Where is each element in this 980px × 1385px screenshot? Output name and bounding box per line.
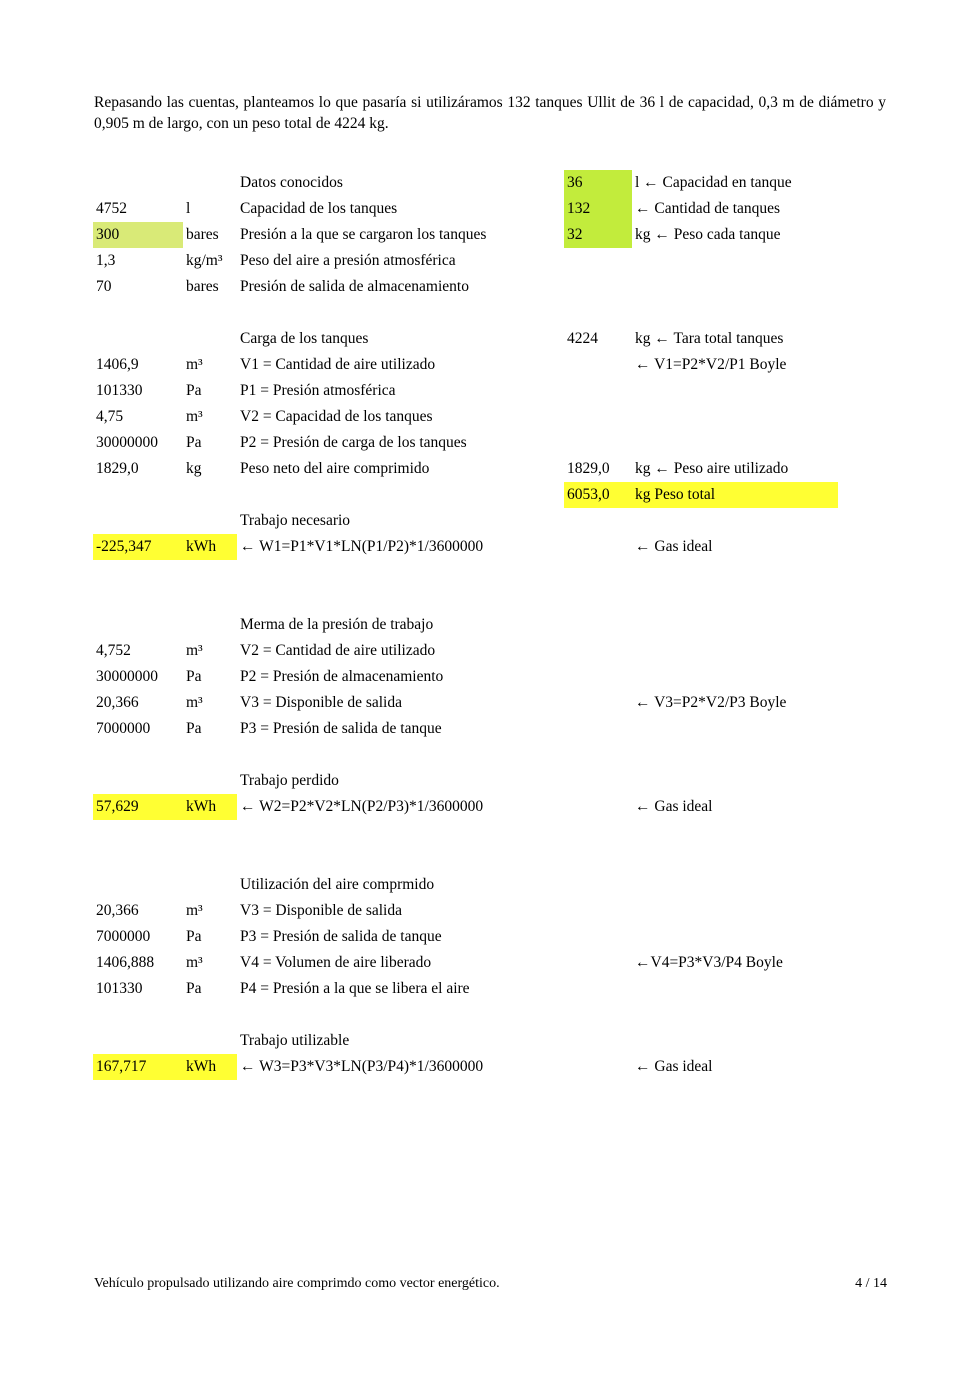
section-header: Merma de la presión de trabajo	[240, 616, 434, 633]
calculation-sheet	[93, 170, 893, 1080]
desc-cell: V3 = Disponible de salida	[240, 694, 402, 711]
table-row	[93, 664, 893, 690]
value-cell: 1829,0	[96, 460, 139, 477]
work-unit: kWh	[183, 794, 237, 820]
side-label: ← V1=P2*V2/P1 Boyle	[635, 356, 787, 373]
side-label: ← V3=P2*V2/P3 Boyle	[635, 694, 787, 711]
spacer	[93, 560, 893, 612]
desc-cell: P4 = Presión a la que se libera el aire	[240, 980, 470, 997]
desc-cell: V3 = Disponible de salida	[240, 902, 402, 919]
value-cell: 30000000	[96, 668, 158, 685]
work-formula: ← W3=P3*V3*LN(P3/P4)*1/3600000	[240, 1058, 484, 1075]
side-label: ← Gas ideal	[635, 798, 713, 815]
work-formula: ← W1=P1*V1*LN(P1/P2)*1/3600000	[240, 538, 484, 555]
table-row	[93, 222, 893, 248]
desc-cell: Capacidad de los tanques	[240, 200, 398, 217]
table-row	[93, 690, 893, 716]
spacer	[93, 300, 893, 326]
work-value: -225,347	[93, 534, 183, 560]
spacer	[93, 742, 893, 768]
work-unit: kWh	[183, 1054, 237, 1080]
unit-cell: m³	[186, 642, 203, 659]
unit-cell: Pa	[186, 434, 202, 451]
table-row	[93, 248, 893, 274]
table-row	[93, 638, 893, 664]
table-row	[93, 196, 893, 222]
value-cell: 4,752	[96, 642, 131, 659]
desc-cell: V2 = Cantidad de aire utilizado	[240, 642, 436, 659]
work-value: 57,629	[93, 794, 183, 820]
side-value: 32	[564, 222, 632, 248]
work-row	[93, 534, 893, 560]
unit-cell: kg	[186, 460, 202, 477]
value-cell: 1406,888	[96, 954, 155, 971]
section-header: Carga de los tanques	[240, 330, 369, 347]
table-row	[93, 976, 893, 1002]
side-value: 132	[564, 196, 632, 222]
side-label: ← Gas ideal	[635, 1058, 713, 1075]
side-value: 36	[564, 170, 632, 196]
value-cell: 1,3	[96, 252, 116, 269]
value-cell: 20,366	[96, 694, 139, 711]
work-header-row	[93, 508, 893, 534]
work-row	[93, 1054, 893, 1080]
work-unit: kWh	[183, 534, 237, 560]
desc-cell: P2 = Presión de carga de los tanques	[240, 434, 467, 451]
desc-cell: V1 = Cantidad de aire utilizado	[240, 356, 436, 373]
desc-cell: Peso del aire a presión atmosférica	[240, 252, 456, 269]
desc-cell: P3 = Presión de salida de tanque	[240, 928, 442, 945]
side-label: ← Gas ideal	[635, 538, 713, 555]
side-value: 4224	[567, 330, 598, 347]
work-header-row	[93, 768, 893, 794]
table-row	[93, 924, 893, 950]
value-cell: 70	[96, 278, 112, 295]
unit-cell: kg/m³	[186, 252, 223, 269]
known-header-row	[93, 170, 893, 196]
total-row	[93, 482, 893, 508]
desc-cell: Presión a la que se cargaron los tanques	[240, 226, 487, 243]
value-cell: 101330	[96, 382, 143, 399]
unit-cell: bares	[186, 278, 219, 295]
unit-cell: l	[186, 200, 191, 217]
side-label: ←V4=P3*V3/P4 Boyle	[635, 954, 783, 971]
value-cell: 4752	[96, 200, 127, 217]
desc-cell: V2 = Capacidad de los tanques	[240, 408, 433, 425]
value-cell: 101330	[96, 980, 143, 997]
section-header: Trabajo perdido	[240, 772, 339, 789]
desc-cell: P2 = Presión de almacenamiento	[240, 668, 444, 685]
side-label: kg ← Peso aire utilizado	[635, 460, 789, 477]
table-row	[93, 456, 893, 482]
desc-cell: Presión de salida de almacenamiento	[240, 278, 469, 295]
table-row	[93, 404, 893, 430]
value-cell: 300	[93, 222, 183, 248]
value-cell: 30000000	[96, 434, 158, 451]
desc-cell: P1 = Presión atmosférica	[240, 382, 396, 399]
section-header: Datos conocidos	[240, 174, 343, 191]
value-cell: 1406,9	[96, 356, 139, 373]
value-cell: 7000000	[96, 928, 151, 945]
side-value: 1829,0	[567, 460, 610, 477]
section-header: Trabajo necesario	[240, 512, 351, 529]
work-row	[93, 794, 893, 820]
unit-cell: Pa	[186, 720, 202, 737]
table-row	[93, 716, 893, 742]
value-cell: 7000000	[96, 720, 151, 737]
unit-cell: m³	[186, 954, 203, 971]
value-cell: 20,366	[96, 902, 139, 919]
side-label: ← Cantidad de tanques	[635, 200, 781, 217]
unit-cell: bares	[186, 226, 219, 243]
unit-cell: m³	[186, 694, 203, 711]
table-row	[93, 950, 893, 976]
unit-cell: Pa	[186, 668, 202, 685]
use-header-row	[93, 872, 893, 898]
table-row	[93, 430, 893, 456]
unit-cell: Pa	[186, 980, 202, 997]
side-label: kg ← Tara total tanques	[635, 330, 784, 347]
unit-cell: Pa	[186, 928, 202, 945]
desc-cell: P3 = Presión de salida de tanque	[240, 720, 442, 737]
value-cell: 4,75	[96, 408, 124, 425]
table-row	[93, 898, 893, 924]
total-weight-label: kg Peso total	[632, 482, 838, 508]
footer-title: Vehículo propulsado utilizando aire comprimdo como vector energético.	[94, 1276, 500, 1291]
spacer	[93, 820, 893, 872]
desc-cell: V4 = Volumen de aire liberado	[240, 954, 432, 971]
page-number: 4 / 14	[855, 1276, 887, 1291]
side-label: l ← Capacidad en tanque	[635, 174, 792, 191]
desc-cell: Peso neto del aire comprimido	[240, 460, 430, 477]
spacer	[93, 1002, 893, 1028]
section-header: Trabajo utilizable	[240, 1032, 350, 1049]
unit-cell: m³	[186, 408, 203, 425]
table-row	[93, 378, 893, 404]
load-header-row	[93, 326, 893, 352]
work-value: 167,717	[93, 1054, 183, 1080]
side-label: kg ← Peso cada tanque	[635, 226, 781, 243]
total-weight-value: 6053,0	[564, 482, 632, 508]
unit-cell: Pa	[186, 382, 202, 399]
section-header: Utilización del aire comprmido	[240, 876, 435, 893]
unit-cell: m³	[186, 902, 203, 919]
work-formula: ← W2=P2*V2*LN(P2/P3)*1/3600000	[240, 798, 484, 815]
unit-cell: m³	[186, 356, 203, 373]
table-row	[93, 352, 893, 378]
loss-header-row	[93, 612, 893, 638]
table-row	[93, 274, 893, 300]
intro-paragraph: Repasando las cuentas, planteamos lo que pasaría si utilizáramos 132 tanques Ullit de 36 l de capacidad, 0,3 m de diámetro y 0,905 m de largo, con un peso total de 4224 kg.	[94, 94, 886, 132]
work-header-row	[93, 1028, 893, 1054]
